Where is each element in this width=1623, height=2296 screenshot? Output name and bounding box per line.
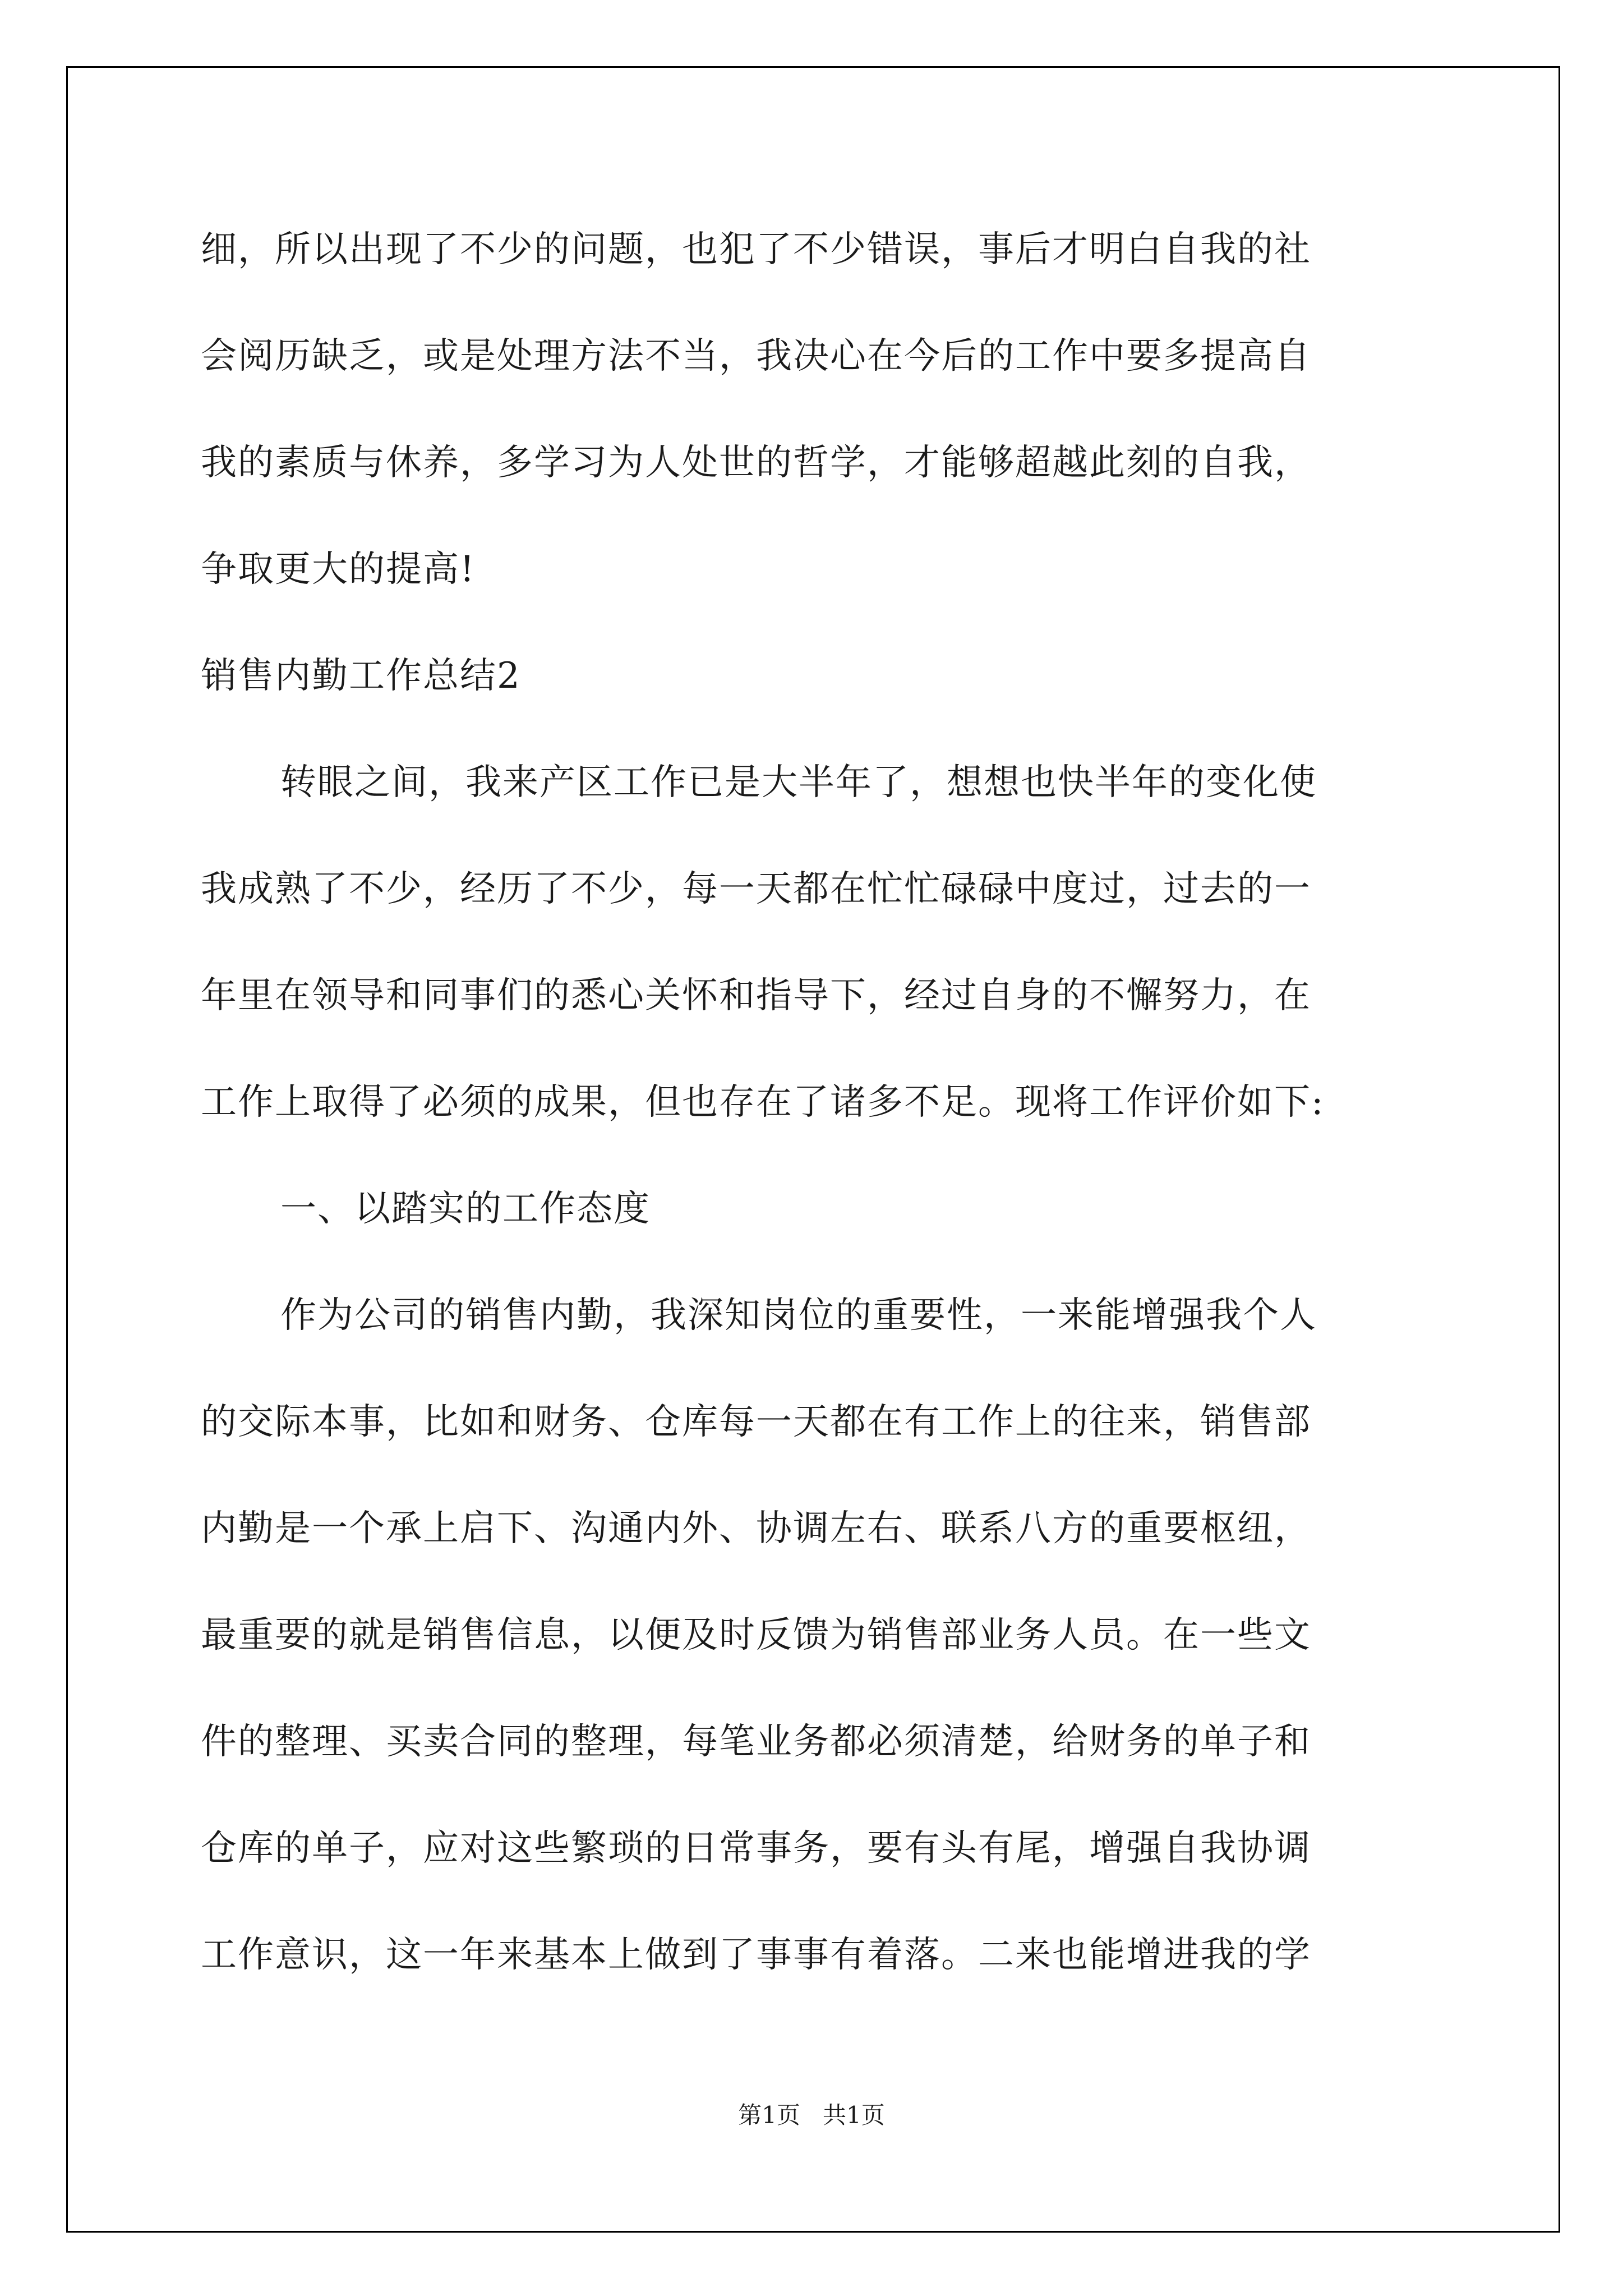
body-text-line: 年里在领导和同事们的悉心关怀和指导下，经过自身的不懈努力，在 (201, 975, 1311, 1016)
body-text-line: 的交际本事，比如和财务、仓库每一天都在有工作上的往来，销售部 (201, 1401, 1311, 1443)
page-border (66, 66, 1560, 2233)
body-text-line: 工作意识，这一年来基本上做到了事事有着落。二来也能增进我的学 (201, 1934, 1311, 1976)
subheading: 一、以踏实的工作态度 (280, 1188, 651, 1230)
page-footer: 第1页 共1页 (738, 2101, 885, 2129)
body-text-line: 我的素质与休养，多学习为人处世的哲学，才能够超越此刻的自我， (201, 442, 1311, 484)
section-heading: 销售内勤工作总结2 (201, 655, 521, 697)
paragraph-first-line: 作为公司的销售内勤，我深知岗位的重要性，一来能增强我个人 (280, 1295, 1317, 1336)
body-text-line: 争取更大的提高! (201, 549, 476, 590)
body-text-line: 件的整理、买卖合同的整理，每笔业务都必须清楚，给财务的单子和 (201, 1721, 1311, 1763)
body-text-line: 细，所以出现了不少的问题，也犯了不少错误，事后才明白自我的社 (201, 229, 1311, 270)
body-text-line: 我成熟了不少，经历了不少，每一天都在忙忙碌碌中度过，过去的一 (201, 868, 1311, 910)
body-text-line: 仓库的单子，应对这些繁琐的日常事务，要有头有尾，增强自我协调 (201, 1828, 1311, 1869)
body-text-line: 最重要的就是销售信息，以便及时反馈为销售部业务人员。在一些文 (201, 1614, 1311, 1656)
body-text-line: 工作上取得了必须的成果，但也存在了诸多不足。现将工作评价如下: (201, 1082, 1325, 1123)
body-text-line: 内勤是一个承上启下、沟通内外、协调左右、联系八方的重要枢纽， (201, 1508, 1311, 1549)
body-text-line: 会阅历缺乏，或是处理方法不当，我决心在今后的工作中要多提高自 (201, 335, 1311, 377)
paragraph-first-line: 转眼之间，我来产区工作已是大半年了，想想也快半年的变化使 (280, 762, 1317, 803)
